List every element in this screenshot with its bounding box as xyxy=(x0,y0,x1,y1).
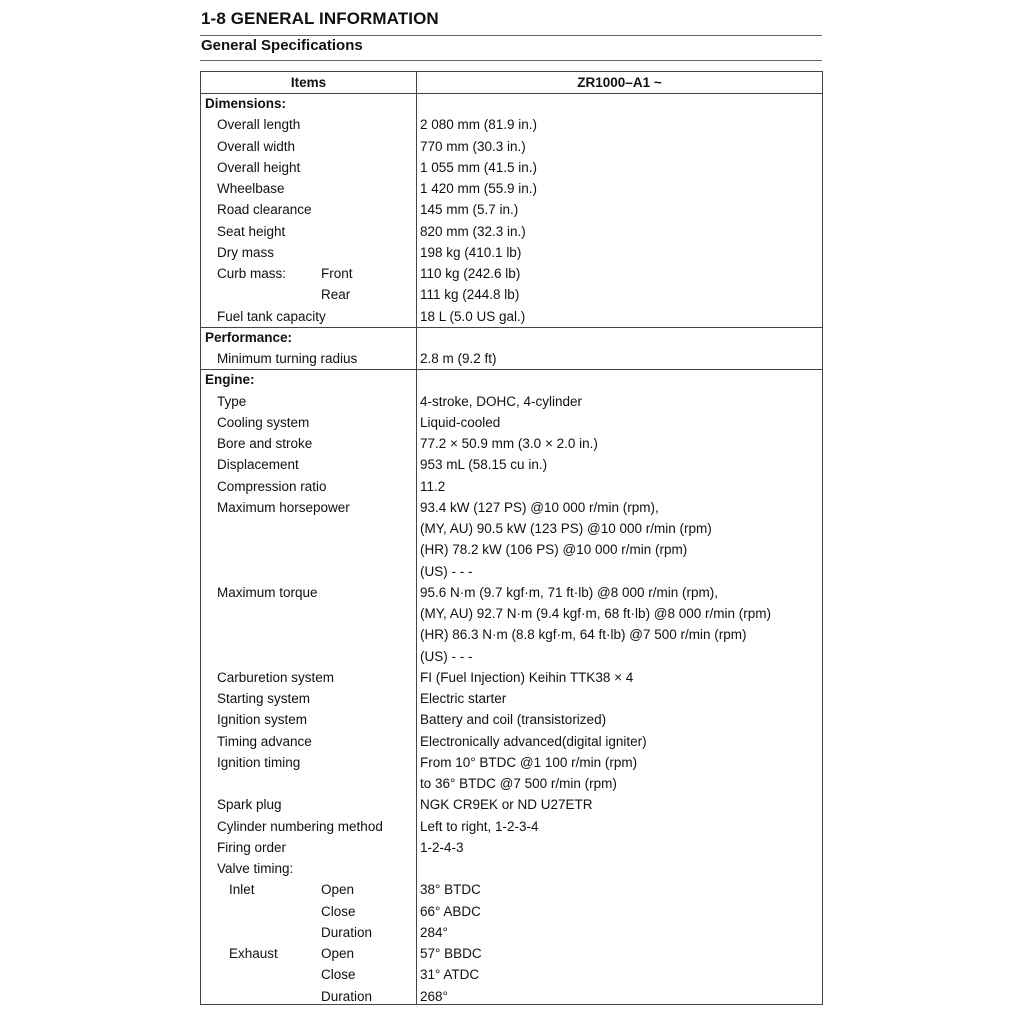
table-row xyxy=(201,136,822,157)
table-row xyxy=(201,539,822,560)
table-row xyxy=(201,284,822,305)
item-label: Exhaust xyxy=(229,946,278,961)
table-row xyxy=(201,114,822,135)
item-value: FI (Fuel Injection) Keihin TTK38 × 4 xyxy=(420,669,634,685)
item-value: 2.8 m (9.2 ft) xyxy=(420,351,497,366)
item-label: Overall width xyxy=(217,138,296,154)
table-row xyxy=(201,667,822,688)
item-value: 110 kg (242.6 lb) xyxy=(420,266,521,281)
table-row xyxy=(201,752,822,773)
table-row xyxy=(201,731,822,752)
table-row xyxy=(201,454,822,475)
item-sublabel: Rear xyxy=(321,287,351,303)
item-value: 38° BTDC xyxy=(420,882,481,898)
item-value: Liquid-cooled xyxy=(420,414,501,430)
section-label: Engine: xyxy=(205,372,255,388)
table-row xyxy=(201,348,822,369)
table-row xyxy=(201,497,822,518)
item-value: 820 mm (32.3 in.) xyxy=(420,223,526,239)
table-row xyxy=(201,242,822,263)
table-row xyxy=(201,986,822,1007)
section-label: Performance: xyxy=(205,329,293,345)
table-row xyxy=(201,943,822,964)
item-value: 198 kg (410.1 lb) xyxy=(420,244,522,260)
item-value: (US) - - - xyxy=(420,563,473,579)
item-value: (HR) 86.3 N·m (8.8 kgf·m, 64 ft·lb) @7 500 r/min (rpm) xyxy=(420,627,747,643)
table-row xyxy=(201,221,822,242)
item-label: Compression ratio xyxy=(217,478,327,494)
header-items: Items xyxy=(290,75,327,90)
item-label: Curb mass: xyxy=(217,266,287,281)
item-label: Overall length xyxy=(217,117,301,133)
item-label: Seat height xyxy=(217,223,286,239)
item-label: Displacement xyxy=(217,457,299,473)
item-value: From 10° BTDC @1 100 r/min (rpm) xyxy=(420,754,638,770)
item-label: Maximum horsepower xyxy=(217,499,350,515)
item-value: 953 mL (58.15 cu in.) xyxy=(420,457,548,473)
table-row xyxy=(201,412,822,433)
table-row xyxy=(201,263,822,284)
item-value: 57° BBDC xyxy=(420,946,482,961)
item-label: Overall height xyxy=(217,159,301,175)
item-label: Starting system xyxy=(217,691,311,706)
item-sublabel: Close xyxy=(321,967,356,983)
item-value: to 36° BTDC @7 500 r/min (rpm) xyxy=(420,776,617,791)
item-value: Battery and coil (transistorized) xyxy=(420,712,607,728)
item-value: 770 mm (30.3 in.) xyxy=(420,138,526,154)
item-sublabel: Duration xyxy=(321,924,373,940)
specifications-table xyxy=(200,71,823,1005)
item-value: 1 420 mm (55.9 in.) xyxy=(420,181,538,196)
item-label: Carburetion system xyxy=(217,669,335,685)
table-row xyxy=(201,773,822,794)
item-value: 77.2 × 50.9 mm (3.0 × 2.0 in.) xyxy=(420,436,598,451)
table-row xyxy=(201,709,822,730)
table-row xyxy=(201,199,822,220)
table-row xyxy=(201,879,822,900)
item-label: Maximum torque xyxy=(217,584,318,600)
table-row xyxy=(201,327,822,348)
item-value: Electronically advanced(digital igniter) xyxy=(420,733,647,749)
table-row xyxy=(201,582,822,603)
table-row xyxy=(201,646,822,667)
item-label: Type xyxy=(217,393,247,409)
section-rule xyxy=(200,60,822,61)
item-label: Road clearance xyxy=(217,202,312,218)
heading-rule xyxy=(200,35,822,36)
item-value: 93.4 kW (127 PS) @10 000 r/min (rpm), xyxy=(420,499,659,515)
item-label: Valve timing: xyxy=(217,861,294,876)
item-label: Wheelbase xyxy=(217,181,285,196)
item-value: 66° ABDC xyxy=(420,903,481,919)
table-row xyxy=(201,561,822,582)
table-row xyxy=(201,518,822,539)
item-label: Cooling system xyxy=(217,414,310,430)
table-row xyxy=(201,391,822,412)
item-value: Electric starter xyxy=(420,691,507,706)
table-row xyxy=(201,816,822,837)
table-row xyxy=(201,178,822,199)
table-row xyxy=(201,901,822,922)
header-model: ZR1000–A1 ~ xyxy=(577,75,662,90)
table-row xyxy=(201,433,822,454)
item-sublabel: Open xyxy=(321,946,355,961)
item-value: 1 055 mm (41.5 in.) xyxy=(420,159,538,175)
item-label: Ignition system xyxy=(217,712,308,728)
table-row xyxy=(201,369,822,390)
item-value: (MY, AU) 92.7 N·m (9.4 kgf·m, 68 ft·lb) @8 000 r/min (rpm) xyxy=(420,606,772,621)
item-value: 284° xyxy=(420,924,448,940)
table-row xyxy=(201,964,822,985)
item-label: Timing advance xyxy=(217,733,312,749)
item-label: Minimum turning radius xyxy=(217,351,358,366)
item-label: Spark plug xyxy=(217,797,282,813)
item-value: 31° ATDC xyxy=(420,967,480,983)
table-row xyxy=(201,624,822,645)
table-row xyxy=(201,157,822,178)
item-sublabel: Duration xyxy=(321,988,373,1004)
table-row xyxy=(201,794,822,815)
table-row xyxy=(201,603,822,624)
item-value: NGK CR9EK or ND U27ETR xyxy=(420,797,593,813)
section-heading: General Specifications xyxy=(201,37,363,54)
item-value: 111 kg (244.8 lb) xyxy=(420,287,520,303)
item-sublabel: Open xyxy=(321,882,355,898)
item-label: Ignition timing xyxy=(217,754,301,770)
item-value: 18 L (5.0 US gal.) xyxy=(420,308,526,324)
section-label: Dimensions: xyxy=(205,96,287,111)
table-row xyxy=(201,688,822,709)
item-value: (MY, AU) 90.5 kW (123 PS) @10 000 r/min (rpm) xyxy=(420,521,712,536)
item-value: (HR) 78.2 kW (106 PS) @10 000 r/min (rpm) xyxy=(420,542,688,558)
item-value: 95.6 N·m (9.7 kgf·m, 71 ft·lb) @8 000 r/min (rpm), xyxy=(420,584,719,600)
item-label: Bore and stroke xyxy=(217,436,313,451)
item-value: 145 mm (5.7 in.) xyxy=(420,202,519,218)
item-label: Fuel tank capacity xyxy=(217,308,326,324)
item-value: Left to right, 1-2-3-4 xyxy=(420,818,539,834)
item-label: Firing order xyxy=(217,839,287,855)
item-value: 4-stroke, DOHC, 4-cylinder xyxy=(420,393,583,409)
table-row xyxy=(201,922,822,943)
table-row xyxy=(201,837,822,858)
item-label: Cylinder numbering method xyxy=(217,818,383,834)
table-body xyxy=(201,93,822,1007)
item-value: 268° xyxy=(420,988,448,1004)
item-sublabel: Front xyxy=(321,266,353,281)
item-value: 11.2 xyxy=(420,478,446,494)
table-row xyxy=(201,858,822,879)
item-label: Inlet xyxy=(229,882,255,898)
item-label: Dry mass xyxy=(217,244,274,260)
item-sublabel: Close xyxy=(321,903,356,919)
table-row xyxy=(201,93,822,114)
table-row xyxy=(201,476,822,497)
table-row xyxy=(201,306,822,327)
item-value: (US) - - - xyxy=(420,648,473,664)
item-value: 2 080 mm (81.9 in.) xyxy=(420,117,538,133)
item-value: 1-2-4-3 xyxy=(420,839,464,855)
page-heading: 1-8 GENERAL INFORMATION xyxy=(201,9,439,28)
